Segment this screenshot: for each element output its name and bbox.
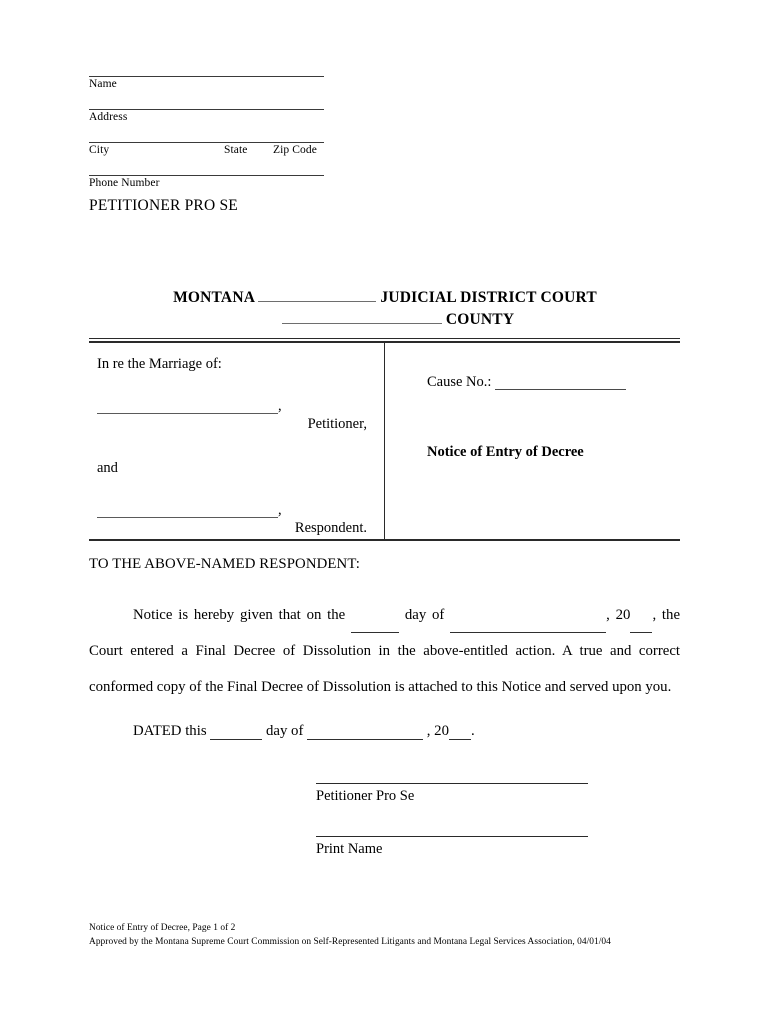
court-title-line1 bbox=[0, 288, 770, 307]
respondent-comma: , bbox=[278, 502, 282, 518]
cause-number-label: Cause No.: bbox=[427, 374, 492, 390]
petitioner-pro-se-label: PETITIONER PRO SE bbox=[89, 197, 238, 214]
county-blank bbox=[282, 310, 442, 324]
notice-text-seg2: day of bbox=[404, 607, 445, 623]
signature-label-print-name: Print Name bbox=[316, 841, 383, 857]
notice-text-seg3: , 20 bbox=[606, 607, 631, 623]
signature-group-print-name bbox=[316, 836, 588, 858]
dated-seg2: day of bbox=[265, 723, 304, 739]
dated-seg3: , 20 bbox=[426, 723, 449, 739]
caption-vertical-divider bbox=[384, 343, 385, 541]
city-state-zip-row bbox=[89, 142, 324, 175]
footer-line-2: Approved by the Montana Supreme Court Commission on Self-Represented Litigants and Montana Legal Services Association, 04/01/04 bbox=[89, 936, 611, 947]
case-caption-box bbox=[89, 338, 680, 541]
and-connector: and bbox=[97, 460, 118, 476]
name-row bbox=[89, 76, 324, 109]
judicial-district-blank bbox=[258, 288, 376, 302]
decree-month-blank bbox=[450, 620, 606, 633]
state-label: State bbox=[224, 144, 248, 156]
address-label: Address bbox=[89, 111, 128, 123]
document-body bbox=[89, 556, 680, 705]
respondent-name-line bbox=[97, 502, 375, 536]
petitioner-role-label: Petitioner, bbox=[307, 416, 367, 432]
caption-parties-column bbox=[97, 356, 375, 536]
caption-bottom-rule bbox=[89, 539, 680, 541]
court-title-line2 bbox=[0, 310, 770, 329]
decree-day-blank bbox=[351, 620, 399, 633]
phone-number-label: Phone Number bbox=[89, 177, 160, 189]
court-title bbox=[0, 288, 770, 329]
notice-paragraph bbox=[89, 597, 680, 705]
signature-block bbox=[316, 783, 588, 889]
page-footer bbox=[89, 922, 689, 949]
respondent-role-label: Respondent. bbox=[294, 520, 367, 536]
address-row bbox=[89, 109, 324, 142]
caption-top-rule-thin bbox=[89, 338, 680, 339]
dated-month-blank bbox=[307, 727, 423, 740]
zip-code-label: Zip Code bbox=[273, 144, 317, 156]
signature-label-petitioner: Petitioner Pro Se bbox=[316, 788, 415, 804]
city-label: City bbox=[89, 144, 110, 156]
petitioner-name-blank bbox=[97, 400, 278, 414]
cause-number-line bbox=[427, 374, 672, 390]
court-title-state: MONTANA bbox=[173, 289, 255, 306]
notice-text-seg4: , the Court entered a Final Decree of Dissolution in the above-entitled action. A true and correct conformed copy of the Final Decree of Dissolution is attached to this Notice and served upon you. bbox=[89, 607, 681, 695]
filer-address-block bbox=[89, 76, 324, 208]
name-label: Name bbox=[89, 78, 117, 90]
salutation-line: TO THE ABOVE-NAMED RESPONDENT: bbox=[89, 556, 360, 572]
petitioner-name-line bbox=[97, 398, 375, 432]
in-re-line: In re the Marriage of: bbox=[97, 356, 222, 372]
footer-line-1: Notice of Entry of Decree, Page 1 of 2 bbox=[89, 923, 236, 933]
court-title-suffix: JUDICIAL DISTRICT COURT bbox=[380, 289, 597, 306]
respondent-name-blank bbox=[97, 504, 278, 518]
dated-day-blank bbox=[210, 727, 262, 740]
county-label: COUNTY bbox=[445, 311, 515, 328]
caption-case-column bbox=[427, 374, 672, 460]
document-title: Notice of Entry of Decree bbox=[427, 444, 584, 460]
dated-year-blank bbox=[449, 727, 471, 740]
cause-number-blank bbox=[495, 376, 626, 390]
dated-line bbox=[133, 723, 475, 740]
notice-text-seg1: Notice is hereby given that on the bbox=[133, 607, 346, 623]
dated-seg1: DATED this bbox=[133, 723, 207, 739]
dated-seg4: . bbox=[470, 723, 475, 739]
decree-year-blank bbox=[630, 620, 652, 633]
petitioner-comma: , bbox=[278, 398, 282, 414]
signature-group-petitioner bbox=[316, 783, 588, 805]
